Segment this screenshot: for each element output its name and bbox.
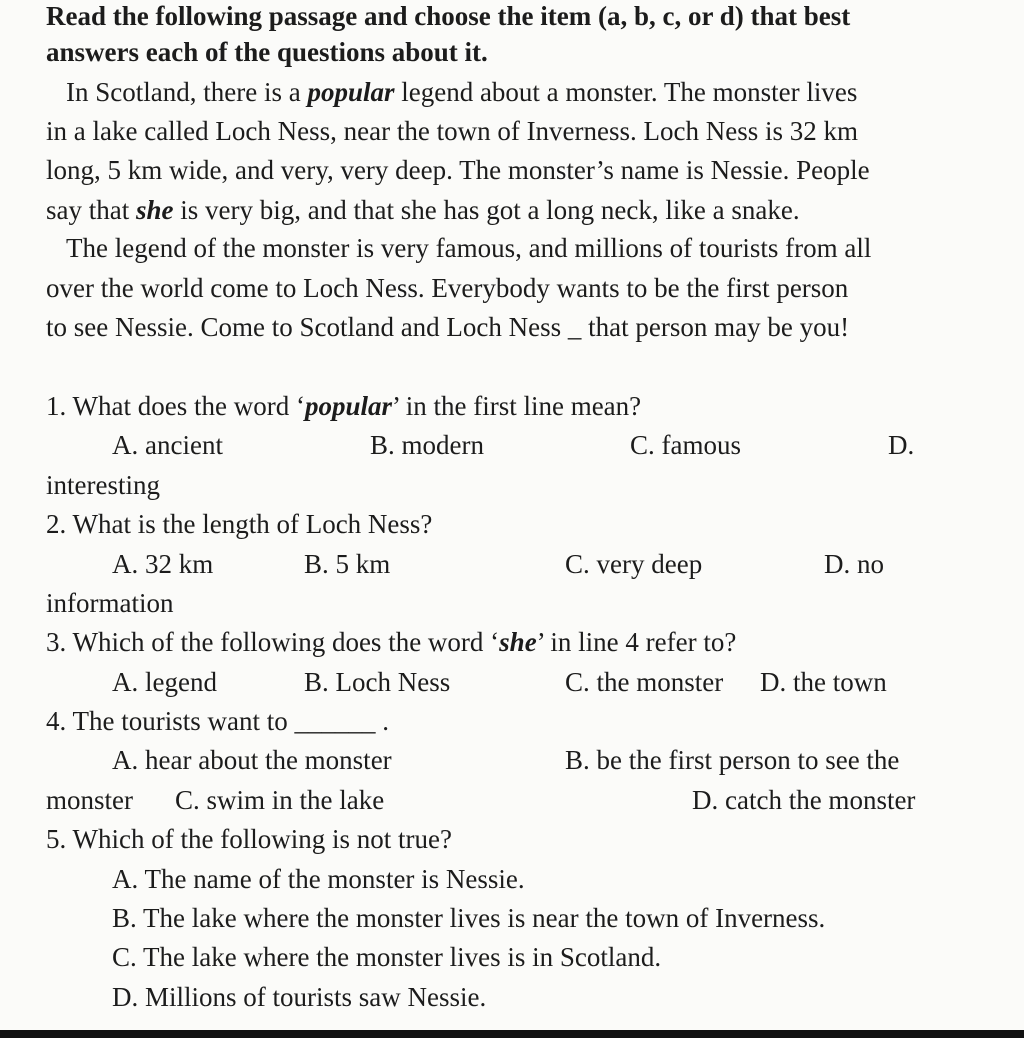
q2-option-d: D. no (824, 549, 884, 579)
q1-option-d: D. (888, 430, 915, 460)
q1-option-a: A. ancient (112, 430, 223, 460)
passage-line-2: in a lake called Loch Ness, near the town of Inverness. Loch Ness is 32 km (46, 116, 859, 146)
passage-line-6: over the world come to Loch Ness. Everybody wants to be the first person (46, 273, 849, 303)
question-3-stem: 3. Which of the following does the word ‘she’ in line 4 refer to? (46, 627, 737, 657)
q4-option-b: B. be the first person to see the (565, 745, 900, 775)
q2-option-a: A. 32 km (112, 549, 214, 579)
q3-option-a: A. legend (112, 667, 217, 697)
keyword-popular: popular (307, 77, 395, 107)
q1-option-c: C. famous (630, 430, 741, 460)
question-2-stem: 2. What is the length of Loch Ness? (46, 509, 433, 539)
q1-option-d-continued: interesting (46, 470, 160, 500)
instruction-line-1: Read the following passage and choose the item (a, b, c, or d) that best (46, 1, 851, 31)
q2-option-c: C. very deep (565, 549, 703, 579)
q5-option-c: C. The lake where the monster lives is in Scotland. (112, 942, 662, 972)
q4-option-d: D. catch the monster (692, 785, 916, 815)
keyword-she: she (135, 195, 174, 225)
q4-option-c: C. swim in the lake (175, 785, 385, 815)
q5-option-d: D. Millions of tourists saw Nessie. (112, 982, 487, 1012)
q5-option-a: A. The name of the monster is Nessie. (112, 864, 525, 894)
question-5-stem: 5. Which of the following is not true? (46, 824, 452, 854)
q4-option-a: A. hear about the monster (112, 745, 392, 775)
q3-option-d: D. the town (760, 667, 887, 697)
q3-option-b: B. Loch Ness (304, 667, 451, 697)
q5-option-b: B. The lake where the monster lives is near the town of Inverness. (112, 903, 826, 933)
bottom-border (0, 1030, 1024, 1038)
q3-option-c: C. the monster (565, 667, 724, 697)
passage-line-7: to see Nessie. Come to Scotland and Loch Ness _ that person may be you! (46, 312, 850, 342)
q2-option-b: B. 5 km (304, 549, 391, 579)
q2-option-d-continued: information (46, 588, 174, 618)
passage-line-5: The legend of the monster is very famous, and millions of tourists from all (66, 233, 872, 263)
q4-option-b-continued: monster (46, 785, 133, 815)
passage-line-3: long, 5 km wide, and very, very deep. The monster’s name is Nessie. People (46, 155, 870, 185)
question-4-stem: 4. The tourists want to ______ . (46, 706, 389, 736)
instruction-line-2: answers each of the questions about it. (46, 37, 488, 67)
question-1-stem: 1. What does the word ‘popular’ in the first line mean? (46, 391, 642, 421)
q1-option-b: B. modern (370, 430, 484, 460)
passage-line-4: say that she is very big, and that she has got a long neck, like a snake. (46, 195, 800, 225)
passage-line-1: In Scotland, there is a popular legend about a monster. The monster lives (66, 77, 858, 107)
